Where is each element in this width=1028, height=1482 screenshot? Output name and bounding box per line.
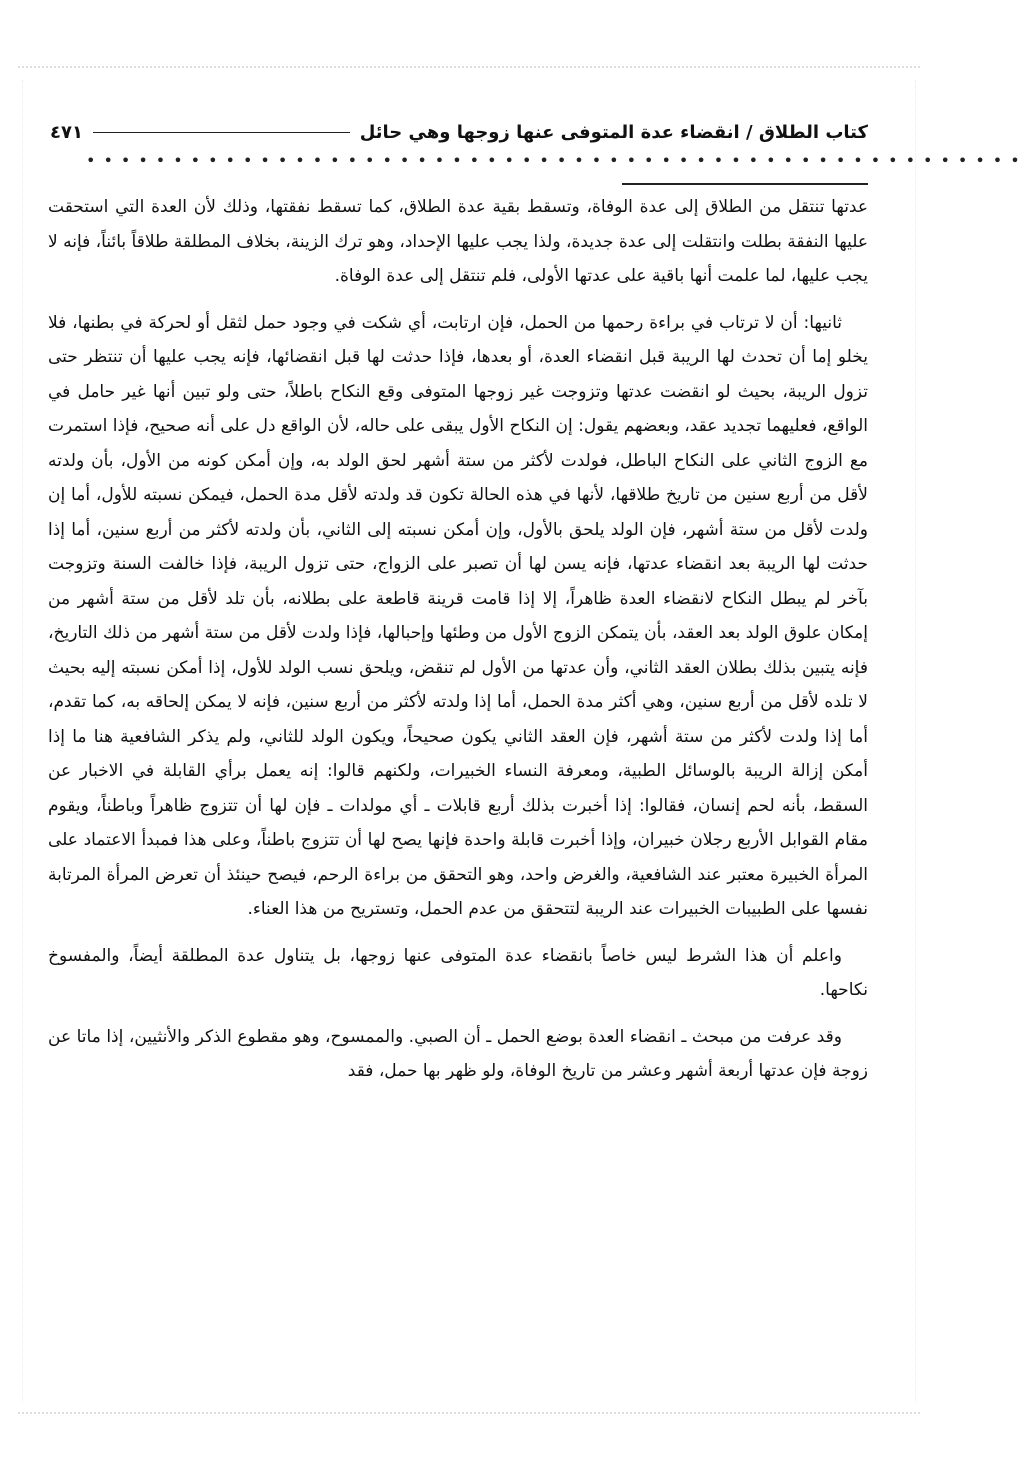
header-rule [93, 132, 350, 133]
paragraph-4: وقد عرفت من مبحث ـ انقضاء العدة بوضع الحمل ـ أن الصبي. والممسوح، وهو مقطوع الذكر والأنثيين، إذا ماتا عن زوجة فإن عدتها أربعة أشهر وعشر من تاريخ الوفاة، ولو ظهر بها حمل، فقد [48, 1026, 868, 1081]
paragraph-2: ثانيها: أن لا ترتاب في براءة رحمها من الحمل، فإن ارتابت، أي شكت في وجود حمل لثقل أو لحركة في بطنها، فلا يخلو إما أن تحدث لها الريبة قبل انقضاء العدة، أو بعدها، فإذا حدثت لها قبل انقضائها، فإنه يجب عليها أن تنتظر حتى تزول الريبة، بحيث لو انقضت عدتها وتزوجت غير زوجها المتوفى وقع النكاح باطلاً، حتى ولو تبين أنها غير حامل في الواقع، فعليهما تجديد عقد، وبعضهم يقول: إن النكاح الأول يبقى على حاله، لأن الواقع دل على أنه صحيح، فإذا استمرت مع الزوج الثاني على النكاح الباطل، فولدت لأكثر من ستة أشهر لحق الولد به، وإن أمكن كونه من الأول، بأن ولدته لأقل من أربع سنين من تاريخ طلاقها، لأنها في هذه الحالة تكون قد ولدته لأقل مدة الحمل، فيمكن نسبته للأول، أما إن ولدت لأقل من ستة أشهر، فإن الولد يلحق بالأول، وإن أمكن نسبته إلى الثاني، بأن ولدته لأكثر من أربع سنين، أما إذا حدثت لها الريبة بعد انقضاء عدتها، فإنه يسن لها أن تصبر على الزواج، حتى تزول الريبة، فإذا خالفت السنة وتزوجت بآخر لم يبطل النكاح لانقضاء العدة ظاهراً، إلا إذا قامت قرينة قاطعة على بطلانه، بأن تلد لأقل من ستة أشهر من إمكان علوق الولد بعد العقد، بأن يتمكن الزوج الأول من وطئها وإحبالها، فإذا ولدت لأقل من ستة أشهر من ذلك التاريخ، فإنه يتبين بذلك بطلان العقد الثاني، وأن عدتها من الأول لم تنقض، ويلحق نسب الولد للأول، إذا أمكن نسبته إليه بحيث لا تلده لأقل من أربع سنين، وهي أكثر مدة الحمل، أما إذا ولدته لأكثر من أربع سنين، فإنه لا يمكن إلحاقه به، كما تقدم، أما إذا ولدت لأكثر من ستة أشهر، فإن العقد الثاني يكون صحيحاً، ويكون الولد للثاني، ولم يذكر الشافعية هنا ما إذا أمكن إزالة الريبة بالوسائل الطبية، ومعرفة النساء الخبيرات، ولكنهم قالوا: إنه يعمل برأي القابلة في الاخبار عن السقط، بأنه لحم إنسان، فقالوا: إذا أخبرت بذلك أربع قابلات ـ أي مولدات ـ فإن لها أن تتزوج ظاهراً وباطناً، ويقوم مقام القوابل الأربع رجلان خبيران، وإذا أخبرت قابلة واحدة فإنها يصح لها أن تتزوج باطناً، وعلى هذا فمبدأ الاعتماد على المرأة الخبيرة معتبر عند الشافعية، والغرض واحد، وهو التحقق من براءة الرحم، فيصح حينئذ أن تعرض المرأة المرتابة نفسها على الطبيبات الخبيرات عند الريبة لتتحقق من عدم الحمل، وتستريح من هذا العناء. [48, 312, 868, 919]
paragraph-3: واعلم أن هذا الشرط ليس خاصاً بانقضاء عدة المتوفى عنها زوجها، بل يتناول عدة المطلقة أيضاً، والمفسوخ نكاحها. [48, 945, 868, 1000]
scan-edge-top [18, 66, 920, 74]
running-header [50, 112, 868, 152]
dotted-separator: •••••••••••••••••••••••••••••••••••••••••••••••••••••• [86, 151, 1028, 170]
scan-edge-bottom [18, 1412, 920, 1420]
scan-edge-left [22, 80, 26, 1402]
scan-edge-right [912, 80, 916, 1402]
paragraph-1: عدتها تنتقل من الطلاق إلى عدة الوفاة، وتسقط بقية عدة الطلاق، كما تسقط نفقتها، وذلك لأن العدة التي استحقت عليها النفقة بطلت وانتقلت إلى عدة جديدة، ولذا يجب عليها الإحداد، وهو ترك الزينة، بخلاف المطلقة طلاقاً بائناً، فإنه لا يجب عليها، لما علمت أنها باقية على عدتها الأولى، فلم تنتقل إلى عدة الوفاة. [48, 197, 868, 286]
page-body [48, 190, 868, 1089]
section-rule [622, 183, 868, 185]
running-header-title: كتاب الطلاق / انقضاء عدة المتوفى عنها زوجها وهي حائل [359, 121, 868, 143]
page-number: ٤٧١ [50, 121, 83, 143]
